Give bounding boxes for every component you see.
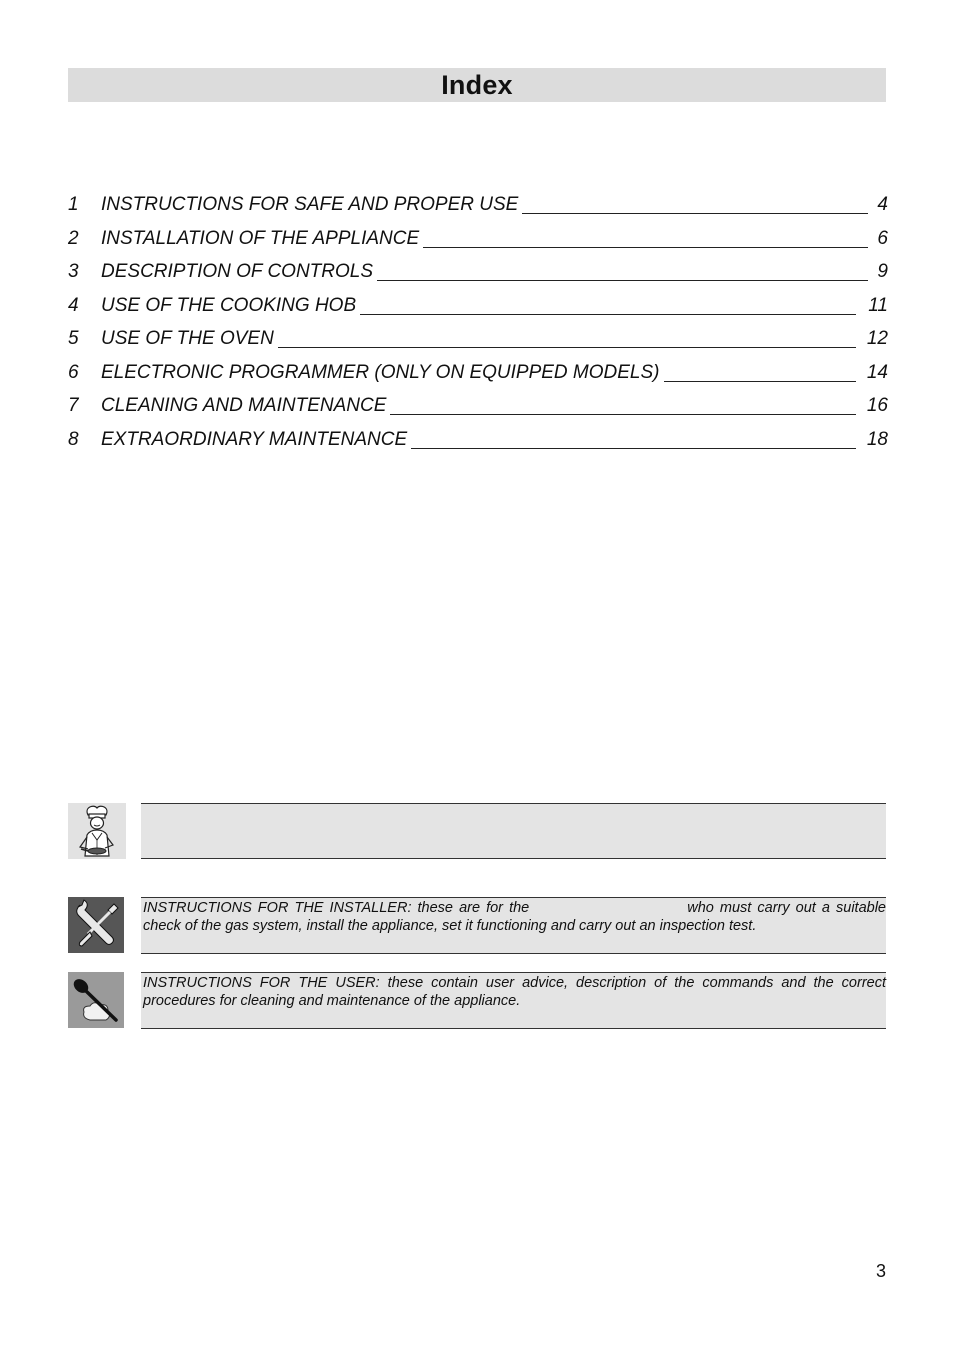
toc-leader-line [390,395,856,415]
user-info-section [68,972,886,1028]
toc-entry-page: 12 [866,328,888,349]
installer-text-after: who must carry out a suitable check of the gas system, install the appliance, set it functioning and carry out an inspection test. [143,900,886,934]
toc-entry-label: USE OF THE OVEN [101,328,274,349]
wrench-screwdriver-icon [68,897,124,953]
toc-entry-number: 1 [68,194,79,215]
toc-entry[interactable] [68,291,888,325]
page-number: 3 [875,1261,886,1281]
toc-entry[interactable] [68,358,888,392]
toc-entry-label: USE OF THE COOKING HOB [101,294,357,316]
toc-entry-page: 4 [877,194,888,215]
toc-entry-label: EXTRAORDINARY MAINTENANCE [101,428,408,450]
toc-entry[interactable] [68,190,888,224]
toc-leader-line [664,362,857,382]
toc-leader-line [278,328,856,348]
toc-entry-number: 3 [68,261,79,282]
toc-entry-page: 16 [866,395,888,416]
toc-entry-number: 8 [68,428,79,450]
toc-entry-page: 14 [866,361,888,383]
toc-entry-label: INSTALLATION OF THE APPLIANCE [101,227,420,249]
toc-entry-number: 7 [68,395,79,416]
toc-entry-number: 5 [68,328,79,349]
toc-entry-page: 18 [866,428,888,450]
title-bar [68,68,886,102]
chef-icon [68,803,124,859]
toc-leader-line [423,228,868,248]
toc-entry[interactable] [68,391,888,425]
user-info-box: INSTRUCTIONS FOR THE USER: these contain user advice, description of the commands and the correct procedures for cleaning and maintenance of the appliance. [141,972,886,1029]
toc-entry-number: 2 [68,227,79,249]
toc-leader-line [522,194,868,214]
chef-info-section [68,803,886,859]
toc-entry-label: ELECTRONIC PROGRAMMER (ONLY ON EQUIPPED MODELS) [101,361,660,383]
toc-entry[interactable] [68,324,888,358]
chef-info-box [141,803,886,859]
page-title: Index [441,69,513,100]
toc-entry-number: 4 [68,294,79,316]
table-of-contents [68,190,888,458]
toc-entry[interactable] [68,425,888,459]
toc-entry-label: CLEANING AND MAINTENANCE [101,395,387,416]
installer-info-box [141,897,886,954]
toc-entry-page: 9 [877,261,888,282]
toc-leader-line [411,429,856,449]
toc-leader-line [377,261,868,281]
toc-leader-line [360,295,856,315]
toc-entry-label: DESCRIPTION OF CONTROLS [101,261,374,282]
toc-entry-number: 6 [68,361,79,383]
toc-entry-page: 6 [877,227,888,249]
toc-entry[interactable] [68,257,888,291]
spoon-chef-hat-icon [68,972,124,1028]
installer-text-before: INSTRUCTIONS FOR THE INSTALLER: these are for the [143,900,530,916]
installer-info-section [68,897,886,953]
toc-entry-page: 11 [868,294,888,316]
toc-entry[interactable] [68,224,888,258]
toc-entry-label: INSTRUCTIONS FOR SAFE AND PROPER USE [101,194,519,215]
